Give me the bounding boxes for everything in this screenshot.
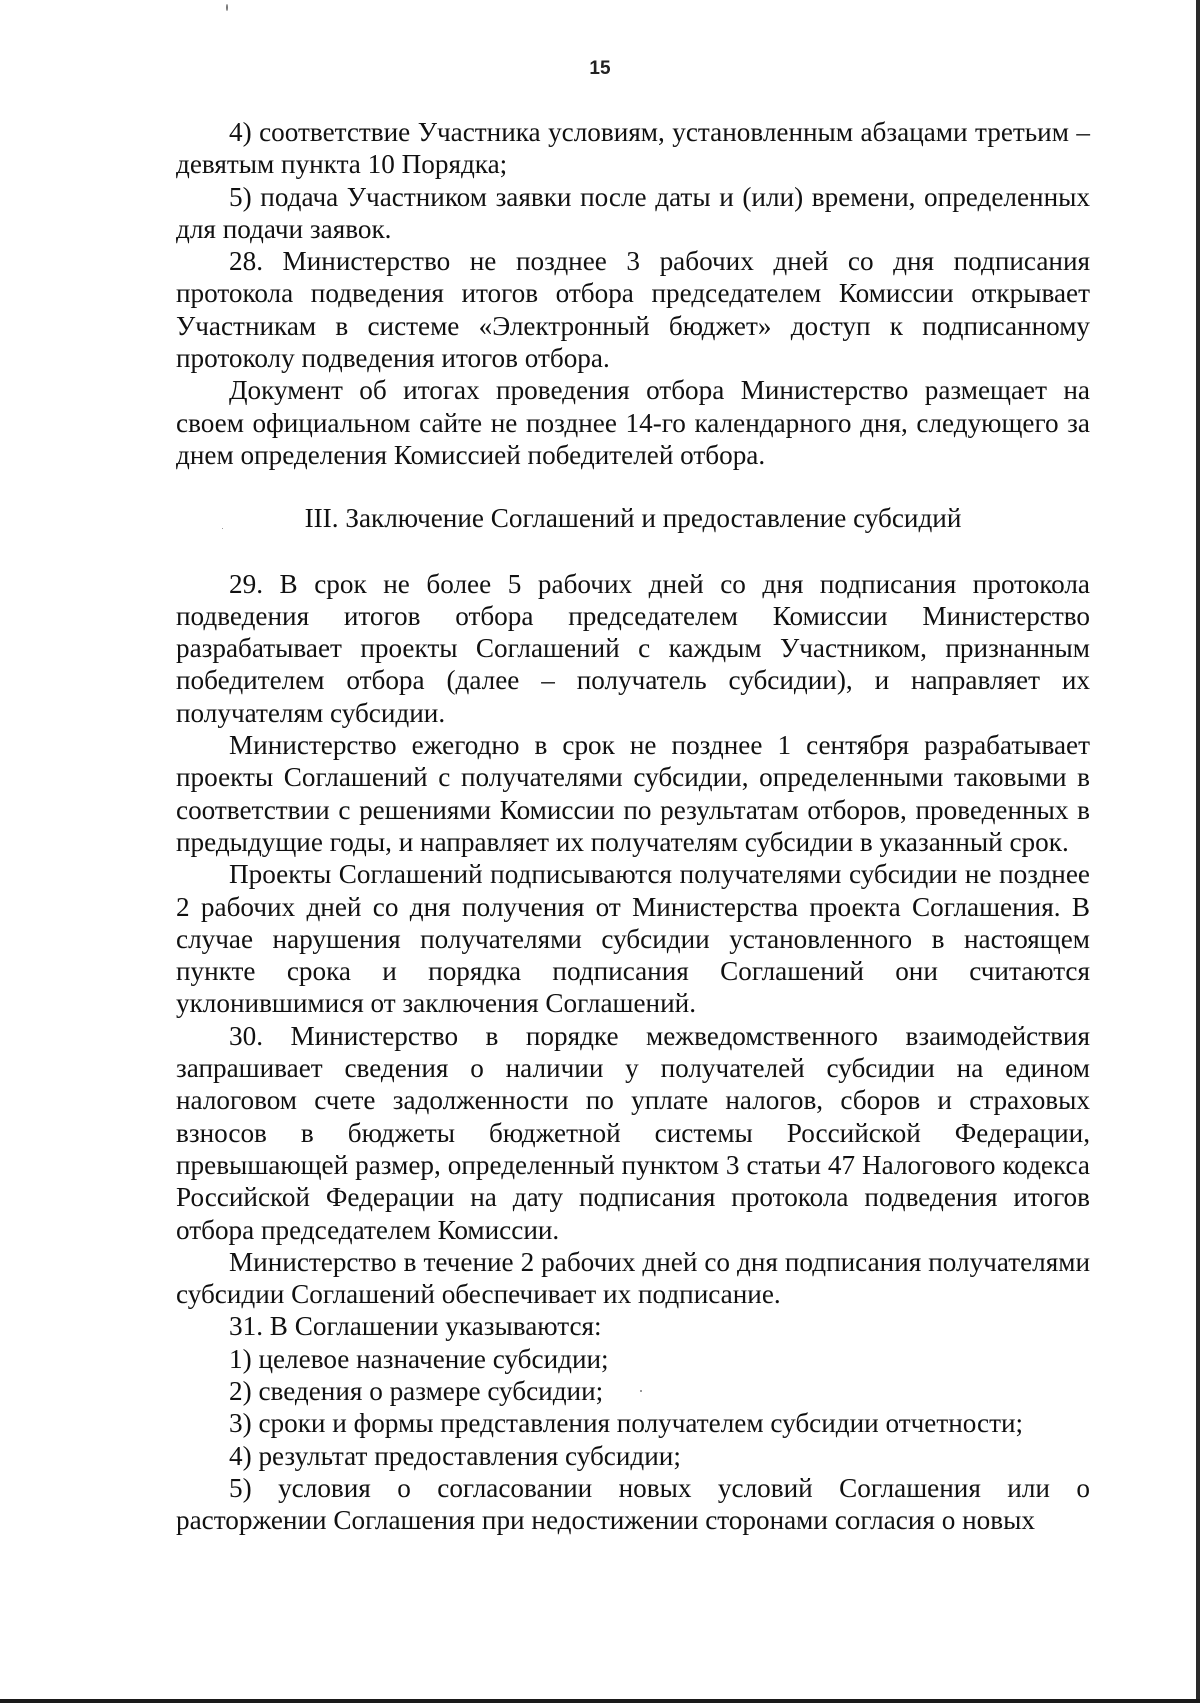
scan-speck: [226, 4, 228, 11]
paragraph-results-document: Документ об итогах проведения отбора Министерство размещает на своем официальном сайте не позднее 14-го календарного дня, следующего за днем определения Комиссией победителей отбора.: [176, 375, 1090, 470]
paragraph-clause-31: 31. В Соглашении указываются:: [229, 1311, 602, 1342]
list-item-4: 4) результат предоставления субсидии;: [229, 1440, 681, 1471]
paragraph-item-5: 5) подача Участником заявки после даты и (или) времени, определенных для подачи заявок.: [176, 181, 1090, 244]
scan-speck: [222, 528, 223, 529]
page-number: 15: [589, 58, 611, 79]
list-item-3: 3) сроки и формы представления получателем субсидии отчетности;: [229, 1408, 1024, 1439]
list-item-2: 2) сведения о размере субсидии;: [229, 1375, 604, 1406]
paragraph-item-4: 4) соответствие Участника условиям, установленным абзацами третьим – девятым пункта 10 Порядка;: [176, 117, 1090, 180]
paragraph-clause-29: 29. В срок не более 5 рабочих дней со дня подписания протокола подведения итогов отбора председателем Комиссии Министерство разрабатывает проекты Соглашений с каждым Участником, признанным победителем отбора (далее – получатель субсидии), и направляет их получателям субсидии.: [176, 568, 1090, 728]
paragraph-clause-28: 28. Министерство не позднее 3 рабочих дней со дня подписания протокола подведения итогов отбора председателем Комиссии открывает Участникам в системе «Электронный бюджет» доступ к подписанному протоколу подведения итогов отбора.: [176, 246, 1090, 374]
list-item-1: 1) целевое назначение субсидии;: [229, 1343, 609, 1374]
paragraph-annual-drafts: Министерство ежегодно в срок не позднее 1 сентября разрабатывает проекты Соглашений с получателями субсидии, определенными таковыми в соответствии с решениями Комиссии по результатам отборов, проведенных в предыдущие годы, и направляет их получателям субсидии в указанный срок.: [176, 730, 1090, 857]
scan-edge-right: [1196, 0, 1200, 1703]
section-heading: III. Заключение Соглашений и предоставление субсидий: [304, 503, 962, 534]
paragraph-clause-30: 30. Министерство в порядке межведомственного взаимодействия запрашивает сведения о наличии у получателей субсидии на едином налоговом счете задолженности по уплате налогов, сборов и страховых взносов в бюджеты бюджетной системы Российской Федерации, превышающей размер, определенный пунктом 3 статьи 47 Налогового кодекса Российской Федерации на дату подписания протокола подведения итогов отбора председателем Комиссии.: [176, 1020, 1090, 1245]
scan-speck: [640, 1390, 642, 1392]
paragraph-draft-signing: Проекты Соглашений подписываются получателями субсидии не позднее 2 рабочих дней со дня получения от Министерства проекта Соглашения. В случае нарушения получателями субсидии установленного в настоящем пункте срока и порядка подписания Соглашений они считаются уклонившимися от заключения Соглашений.: [176, 859, 1090, 1019]
paragraph-ministry-signing: Министерство в течение 2 рабочих дней со дня подписания получателями субсидии Соглашений обеспечивает их подписание.: [176, 1246, 1090, 1310]
scan-edge-bottom: [0, 1699, 1200, 1703]
list-item-5: 5) условия о согласовании новых условий Соглашения или о расторжении Соглашения при недостижении сторонами согласия о новых: [176, 1472, 1090, 1536]
document-body: [176, 116, 1090, 1536]
